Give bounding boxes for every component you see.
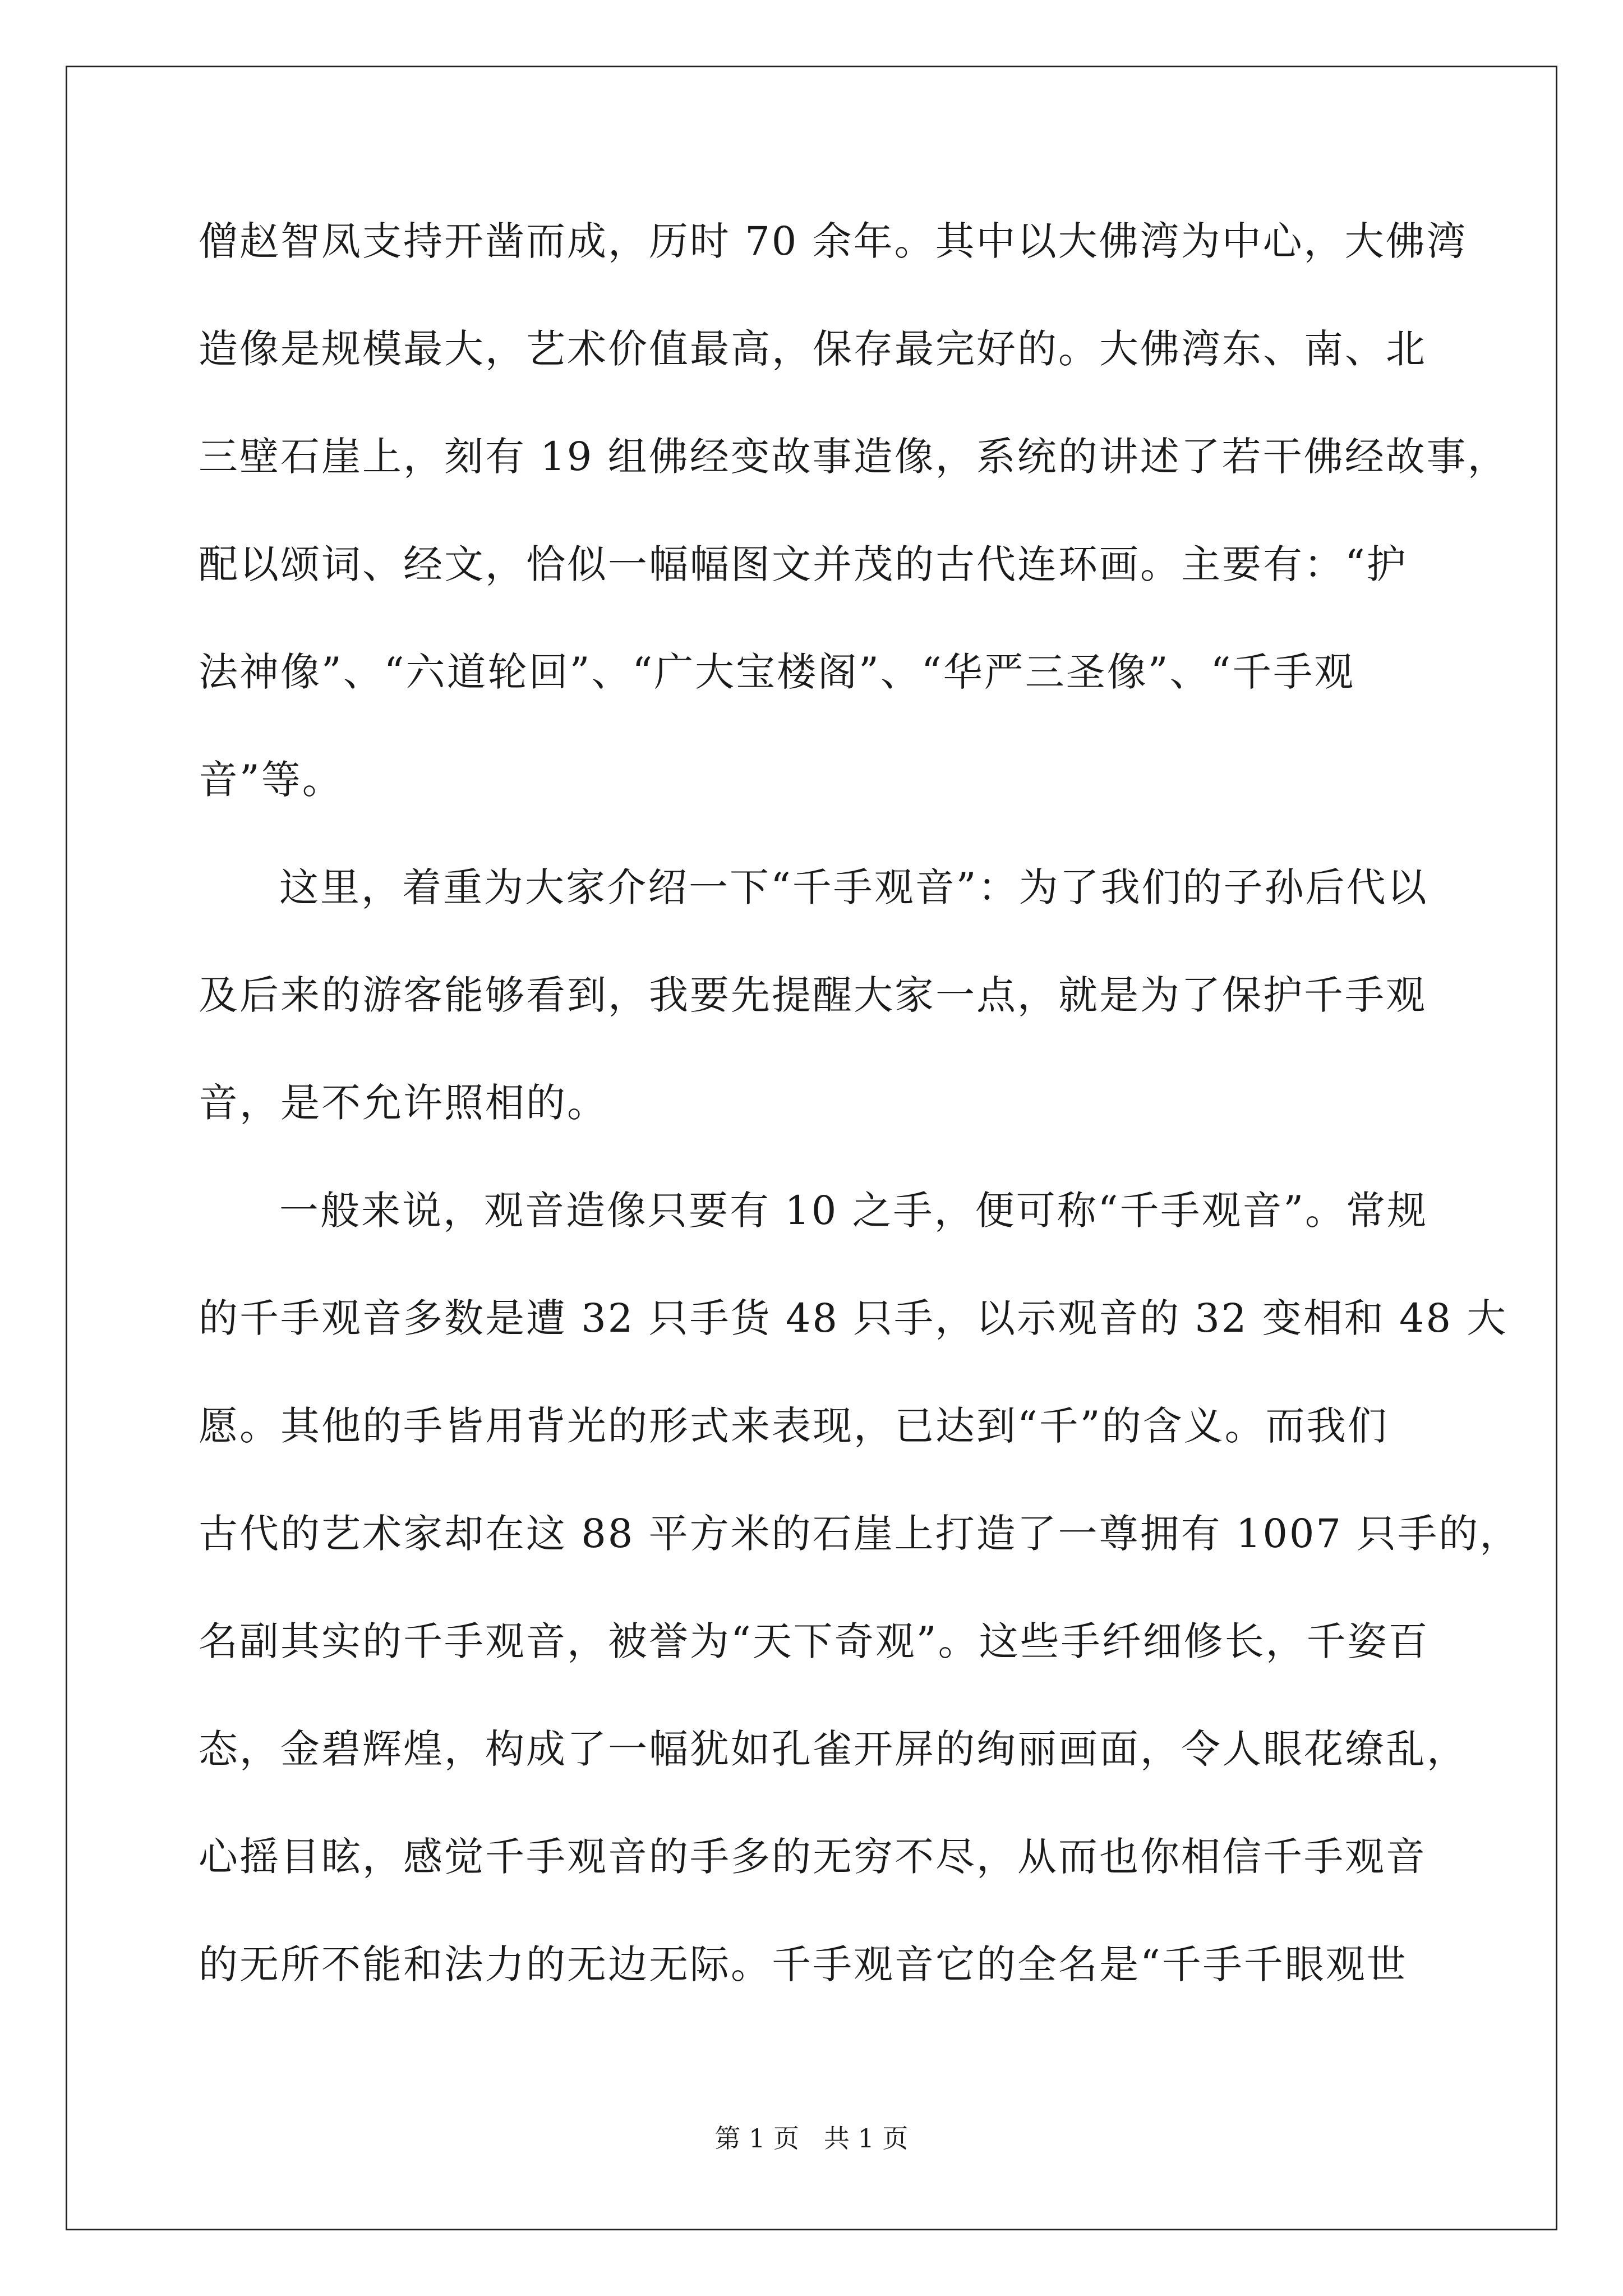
text-line: 造像是规模最大，艺术价值最高，保存最完好的。大佛湾东、南、北 — [199, 326, 1427, 372]
text-line: 愿。其他的手皆用背光的形式来表现，已达到“千”的含义。而我们 — [199, 1403, 1389, 1449]
text-line: 这里，着重为大家介绍一下“千手观音”：为了我们的子孙后代以 — [279, 864, 1428, 910]
text-line: 名副其实的千手观音，被誉为“天下奇观”。这些手纤细修长，千姿百 — [199, 1618, 1430, 1664]
text-line: 一般来说，观音造像只要有 10 之手，便可称“千手观音”。常规 — [279, 1188, 1428, 1234]
text-line: 的千手观音多数是遭 32 只手货 48 只手，以示观音的 32 变相和 48 大 — [199, 1295, 1508, 1341]
text-line: 心摇目眩，感觉千手观音的手多的无穷不尽，从而也你相信千手观音 — [199, 1834, 1427, 1880]
text-line: 古代的艺术家却在这 88 平方米的石崖上打造了一尊拥有 1007 只手的， — [199, 1511, 1521, 1557]
text-line: 三壁石崖上，刻有 19 组佛经变故事造像，系统的讲述了若干佛经故事， — [199, 434, 1509, 480]
text-line: 僧赵智凤支持开凿而成，历时 70 余年。其中以大佛湾为中心，大佛湾 — [199, 218, 1468, 264]
text-line: 及后来的游客能够看到，我要先提醒大家一点，就是为了保护千手观 — [199, 972, 1427, 1018]
text-line: 音”等。 — [199, 757, 343, 803]
text-line: 配以颂词、经文，恰似一幅幅图文并茂的古代连环画。主要有：“护 — [199, 541, 1408, 587]
page-footer: 第 1 页 共 1 页 — [714, 2123, 909, 2154]
text-line: 法神像”、“六道轮回”、“广大宝楼阁”、“华严三圣像”、“千手观 — [199, 649, 1355, 695]
text-line: 音，是不允许照相的。 — [199, 1080, 608, 1126]
document-body — [199, 208, 1521, 2039]
text-line: 的无所不能和法力的无边无际。千手观音它的全名是“千手千眼观世 — [199, 1941, 1408, 1987]
text-line: 态，金碧辉煌，构成了一幅犹如孔雀开屏的绚丽画面，令人眼花缭乱， — [199, 1726, 1468, 1772]
